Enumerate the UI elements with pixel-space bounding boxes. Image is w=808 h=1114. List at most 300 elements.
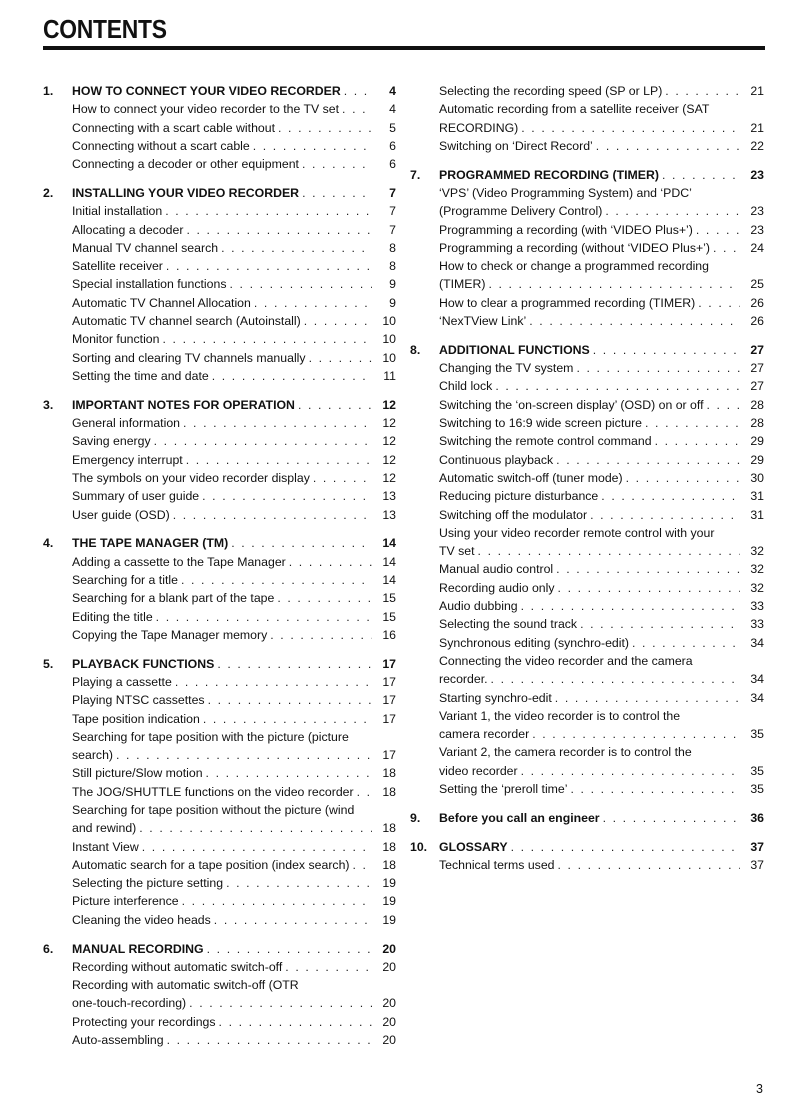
toc-entry-line[interactable]: [410, 487, 764, 505]
toc-section: [410, 838, 764, 875]
entry-label: Monitor function: [72, 332, 160, 347]
page-ref: 20: [382, 1033, 396, 1048]
dot-leader: [295, 396, 372, 414]
entry-label: Technical terms used: [439, 857, 555, 872]
entry-text: [72, 202, 372, 220]
entry-label: ‘NexTView Link’: [439, 314, 527, 329]
toc-entry-line[interactable]: [43, 119, 396, 137]
toc-entry-line[interactable]: [410, 762, 764, 780]
toc-entry-line[interactable]: [410, 432, 764, 450]
toc-entry-line[interactable]: [43, 764, 396, 782]
entry-text: [72, 487, 372, 505]
toc-entry-line: [410, 652, 764, 670]
page-ref: 17: [382, 693, 396, 708]
toc-entry-line[interactable]: [43, 626, 396, 644]
section-heading[interactable]: [410, 838, 764, 856]
toc-entry-line[interactable]: [43, 221, 396, 239]
entry-text: [72, 589, 372, 607]
section-title: GLOSSARY: [439, 839, 508, 854]
toc-entry-line[interactable]: [43, 608, 396, 626]
toc-entry-line[interactable]: [43, 349, 396, 367]
section-number: 10.: [410, 839, 428, 854]
section-heading[interactable]: [410, 809, 764, 827]
dot-leader: [555, 579, 740, 597]
entry-text: [72, 911, 372, 929]
page-ref: 17: [382, 748, 396, 763]
dot-leader: [286, 553, 372, 571]
toc-entry-line[interactable]: [43, 783, 396, 801]
page-ref: 26: [750, 295, 764, 310]
toc-entry-line[interactable]: [410, 856, 764, 874]
entry-label: Variant 1, the video recorder is to control the: [439, 708, 681, 723]
page-ref: 31: [750, 507, 764, 522]
toc-entry-line[interactable]: [43, 958, 396, 976]
entry-label: Selecting the sound track: [439, 617, 578, 632]
toc-entry-line[interactable]: [410, 414, 764, 432]
entry-text: [439, 725, 740, 743]
entry-text: [72, 1013, 372, 1031]
toc-entry-line[interactable]: [43, 838, 396, 856]
entry-label: Sorting and clearing TV channels manually: [72, 350, 306, 365]
section-number: 8.: [410, 342, 421, 357]
dot-leader: [488, 670, 740, 688]
toc-entry-line[interactable]: [410, 579, 764, 597]
entry-text: [439, 579, 740, 597]
dot-leader: [301, 312, 372, 330]
page-ref: 17: [382, 674, 396, 689]
toc-entry-line[interactable]: [43, 553, 396, 571]
section-heading[interactable]: [43, 655, 396, 673]
dot-leader: [587, 506, 740, 524]
entry-label: (Programme Delivery Control): [439, 204, 603, 219]
entry-label: Continuous playback: [439, 452, 554, 467]
dot-leader: [695, 294, 740, 312]
entry-label: Child lock: [439, 379, 493, 394]
section-heading[interactable]: [43, 534, 396, 552]
entry-text: [439, 743, 740, 761]
entry-text: [72, 892, 372, 910]
entry-text: [439, 838, 740, 856]
toc-entry-line: [410, 257, 764, 275]
page-ref: 6: [389, 138, 396, 153]
entry-label: Satellite receiver: [72, 259, 163, 274]
entry-label: Selecting the recording speed (SP or LP): [439, 84, 663, 98]
page-ref: 5: [389, 120, 396, 135]
toc-entry-line[interactable]: [43, 275, 396, 293]
entry-label: Emergency interrupt: [72, 452, 183, 467]
page-ref: 4: [389, 102, 396, 117]
toc-entry-line[interactable]: [43, 257, 396, 275]
page-ref: 17: [382, 711, 396, 726]
page-ref: 12: [382, 470, 396, 485]
entry-text: [72, 801, 372, 819]
entry-label: Programming a recording (without ‘VIDEO Plus+’): [439, 240, 710, 255]
entry-text: [439, 257, 740, 275]
entry-label: Programming a recording (with ‘VIDEO Plus+’): [439, 222, 693, 237]
section-number: 5.: [43, 656, 54, 671]
dot-leader: [518, 597, 740, 615]
page-ref: 34: [750, 690, 764, 705]
entry-text: [72, 506, 372, 524]
page-ref: 10: [382, 314, 396, 329]
page-ref: 25: [750, 277, 764, 292]
toc-entry-line[interactable]: [410, 239, 764, 257]
toc-entry-line[interactable]: [43, 746, 396, 764]
page-ref: 12: [382, 416, 396, 431]
toc-entry-line[interactable]: [410, 615, 764, 633]
entry-text: [72, 221, 372, 239]
section-number: 1.: [43, 84, 54, 98]
page-ref: 27: [750, 342, 764, 357]
entry-label: Protecting your recordings: [72, 1014, 216, 1029]
section-heading[interactable]: [410, 166, 764, 184]
dot-leader: [216, 1013, 372, 1031]
dot-leader: [299, 184, 372, 202]
entry-text: [72, 155, 372, 173]
entry-text: [72, 940, 372, 958]
section-number: 6.: [43, 941, 54, 956]
page-number: 3: [756, 1082, 763, 1096]
dot-leader: [113, 746, 372, 764]
toc-section: [410, 809, 764, 827]
toc-entry-line[interactable]: [43, 312, 396, 330]
toc-entry-line[interactable]: [43, 100, 396, 118]
entry-label: Picture interference: [72, 894, 179, 909]
entry-text: [72, 958, 372, 976]
entry-label: How to clear a programmed recording (TIMER): [439, 295, 696, 310]
page-ref: 33: [750, 599, 764, 614]
toc-entry-line: [410, 707, 764, 725]
page-ref: 20: [382, 1014, 396, 1029]
dot-leader: [662, 82, 740, 100]
toc-entry-line[interactable]: [410, 542, 764, 560]
toc-entry-line[interactable]: [43, 892, 396, 910]
toc-entry-line[interactable]: [43, 856, 396, 874]
toc-entry-line[interactable]: [43, 911, 396, 929]
toc-entry-line[interactable]: [43, 874, 396, 892]
page-ref: 34: [750, 672, 764, 687]
page-ref: 8: [389, 259, 396, 274]
entry-label: Variant 2, the camera recorder is to control the: [439, 745, 692, 760]
page-ref: 23: [750, 167, 764, 182]
page-ref: 15: [382, 591, 396, 606]
section-number: 7.: [410, 167, 421, 182]
entry-label: (TIMER): [439, 277, 486, 292]
toc-entry-line[interactable]: [43, 451, 396, 469]
toc-entry-line[interactable]: [43, 1031, 396, 1049]
toc-entry-line[interactable]: [43, 819, 396, 837]
entry-label: Connecting without a scart cable: [72, 138, 250, 153]
entry-label: Synchronous editing (synchro-edit): [439, 635, 630, 650]
entry-text: [439, 82, 740, 100]
entry-text: [439, 137, 740, 155]
page-ref: 30: [750, 470, 764, 485]
toc-entry-line[interactable]: [43, 710, 396, 728]
page-ref: 13: [382, 507, 396, 522]
entry-text: [72, 764, 372, 782]
toc-entry-line[interactable]: [410, 560, 764, 578]
entry-label: Reducing picture disturbance: [439, 489, 599, 504]
page-ref: 18: [382, 784, 396, 799]
page-ref: 7: [389, 222, 396, 237]
dot-leader: [552, 689, 740, 707]
entry-text: [72, 239, 372, 257]
toc-entry-line[interactable]: [43, 571, 396, 589]
page-ref: 20: [382, 941, 396, 956]
entry-text: [439, 414, 740, 432]
toc-entry-line[interactable]: [410, 689, 764, 707]
entry-label: Audio dubbing: [439, 599, 518, 614]
page-ref: 12: [382, 397, 396, 412]
page-ref: 35: [750, 763, 764, 778]
entry-label: Saving energy: [72, 434, 151, 449]
dot-leader: [139, 838, 372, 856]
toc-entry-line[interactable]: [43, 994, 396, 1012]
entry-text: [439, 780, 740, 798]
toc-entry-line[interactable]: [410, 202, 764, 220]
entry-label: Still picture/Slow motion: [72, 766, 203, 781]
dot-leader: [529, 725, 740, 743]
toc-entry-line[interactable]: [43, 330, 396, 348]
page-title: CONTENTS: [43, 14, 167, 44]
section-heading[interactable]: [410, 341, 764, 359]
dot-leader: [485, 275, 740, 293]
page-ref: 19: [382, 876, 396, 891]
entry-text: [439, 166, 740, 184]
entry-text: [72, 691, 372, 709]
entry-label: Playing NTSC cassettes: [72, 693, 205, 708]
dot-leader: [163, 257, 372, 275]
toc-entry-line[interactable]: [410, 634, 764, 652]
page-ref: 10: [382, 350, 396, 365]
toc-entry-line[interactable]: [43, 414, 396, 432]
entry-label: Recording with automatic switch-off (OTR: [72, 978, 299, 993]
entry-text: [72, 330, 372, 348]
section-heading[interactable]: [43, 184, 396, 202]
page-ref: 26: [750, 314, 764, 329]
page-ref: 19: [382, 912, 396, 927]
toc-entry-line[interactable]: [410, 780, 764, 798]
entry-text: [72, 553, 372, 571]
dot-leader: [555, 856, 740, 874]
toc-entry-line[interactable]: [410, 670, 764, 688]
toc-entry-line[interactable]: [43, 673, 396, 691]
dot-leader: [199, 487, 372, 505]
page-ref: 27: [750, 361, 764, 376]
page-ref: 6: [389, 157, 396, 172]
entry-text: [72, 294, 372, 312]
toc-section: [43, 184, 396, 385]
dot-leader: [136, 819, 372, 837]
toc-entry-line[interactable]: [410, 137, 764, 155]
toc-entry-line[interactable]: [410, 597, 764, 615]
entry-text: [72, 655, 372, 673]
entry-label: Switching to 16:9 wide screen picture: [439, 416, 643, 431]
section-title: PROGRAMMED RECORDING (TIMER): [439, 167, 659, 182]
entry-text: [439, 100, 740, 118]
page-ref: 18: [382, 839, 396, 854]
entry-text: [72, 451, 372, 469]
toc-entry-line[interactable]: [43, 487, 396, 505]
section-heading[interactable]: [43, 396, 396, 414]
toc-entry-line[interactable]: [43, 137, 396, 155]
entry-text: [72, 257, 372, 275]
page-ref: 36: [750, 810, 764, 825]
toc-entry-line[interactable]: [410, 377, 764, 395]
entry-label: Switching the ‘on-screen display’ (OSD) on or off: [439, 397, 704, 412]
dot-leader: [602, 202, 740, 220]
section-heading[interactable]: [43, 940, 396, 958]
toc-entry-line[interactable]: [410, 82, 764, 100]
dot-leader: [339, 100, 372, 118]
dot-leader: [299, 155, 372, 173]
entry-text: [72, 312, 372, 330]
toc-entry-line[interactable]: [410, 312, 764, 330]
dot-leader: [341, 82, 372, 100]
page-ref: 22: [750, 138, 764, 153]
entry-text: [72, 367, 372, 385]
entry-label: Cleaning the video heads: [72, 912, 211, 927]
section-number: 9.: [410, 810, 421, 825]
toc-entry-line[interactable]: [410, 469, 764, 487]
entry-text: [439, 560, 740, 578]
page-ref: 14: [382, 554, 396, 569]
entry-text: [72, 82, 372, 100]
entry-text: [439, 312, 740, 330]
toc-entry-line[interactable]: [43, 155, 396, 173]
entry-label: General information: [72, 416, 180, 431]
toc-entry-line[interactable]: [410, 725, 764, 743]
entry-text: [439, 689, 740, 707]
dot-leader: [209, 367, 372, 385]
toc-entry-line[interactable]: [410, 294, 764, 312]
dot-leader: [160, 330, 373, 348]
page-ref: 27: [750, 379, 764, 394]
dot-leader: [568, 780, 741, 798]
entry-label: Automatic switch-off (tuner mode): [439, 470, 623, 485]
dot-leader: [203, 764, 372, 782]
page-ref: 18: [382, 857, 396, 872]
toc-entry-line[interactable]: [410, 221, 764, 239]
page-ref: 12: [382, 452, 396, 467]
entry-text: [439, 432, 740, 450]
toc-section: [43, 655, 396, 929]
entry-text: [72, 710, 372, 728]
page-ref: 35: [750, 727, 764, 742]
toc-entry-line[interactable]: [410, 396, 764, 414]
toc-entry-line[interactable]: [43, 432, 396, 450]
toc-entry-line[interactable]: [43, 1013, 396, 1031]
entry-text: [439, 524, 740, 542]
toc-section: [410, 82, 764, 155]
entry-label: The JOG/SHUTTLE functions on the video recorder: [72, 784, 354, 799]
entry-label: Setting the ‘preroll time’: [439, 781, 568, 796]
page-ref: 37: [750, 839, 764, 854]
page-ref: 4: [389, 84, 396, 98]
entry-label: camera recorder: [439, 727, 530, 742]
section-title: HOW TO CONNECT YOUR VIDEO RECORDER: [72, 84, 341, 98]
toc-entry-line[interactable]: [410, 359, 764, 377]
dot-leader: [183, 451, 372, 469]
toc-entry-line[interactable]: [43, 367, 396, 385]
toc-section: [43, 534, 396, 644]
toc-section: [43, 82, 396, 173]
toc-entry-line[interactable]: [410, 119, 764, 137]
entry-text: [439, 275, 740, 293]
section-title: ADDITIONAL FUNCTIONS: [439, 342, 590, 357]
entry-label: Searching for a title: [72, 572, 178, 587]
section-heading[interactable]: [43, 82, 396, 100]
entry-label: Instant View: [72, 839, 139, 854]
page-ref: 9: [389, 295, 396, 310]
page-ref: 31: [750, 489, 764, 504]
entry-text: [72, 819, 372, 837]
toc-entry-line[interactable]: [43, 202, 396, 220]
entry-label: Manual audio control: [439, 562, 554, 577]
dot-leader: [577, 615, 740, 633]
page-ref: 7: [389, 185, 396, 200]
dot-leader: [172, 673, 372, 691]
section-title: Before you call an engineer: [439, 810, 600, 825]
page-ref: 21: [750, 120, 764, 135]
toc-entry-line[interactable]: [410, 451, 764, 469]
entry-label: Auto-assembling: [72, 1033, 164, 1048]
contents-right-column: [410, 82, 764, 885]
entry-text: [439, 856, 740, 874]
toc-entry-line[interactable]: [43, 469, 396, 487]
dot-leader: [211, 911, 372, 929]
entry-text: [72, 396, 372, 414]
entry-text: [72, 673, 372, 691]
dot-leader: [180, 414, 372, 432]
entry-label: The symbols on your video recorder display: [72, 470, 310, 485]
page-ref: 34: [750, 635, 764, 650]
entry-text: [439, 221, 740, 239]
dot-leader: [282, 958, 372, 976]
toc-entry-line[interactable]: [43, 239, 396, 257]
entry-text: [72, 275, 372, 293]
dot-leader: [553, 560, 740, 578]
entry-label: recorder.: [439, 672, 488, 687]
toc-entry-line[interactable]: [43, 589, 396, 607]
toc-entry-line[interactable]: [410, 506, 764, 524]
entry-label: Selecting the picture setting: [72, 876, 224, 891]
page-ref: 23: [750, 204, 764, 219]
page-ref: 19: [382, 894, 396, 909]
toc-entry-line[interactable]: [43, 691, 396, 709]
entry-label: Special installation functions: [72, 277, 227, 292]
entry-text: [439, 634, 740, 652]
entry-label: Summary of user guide: [72, 489, 200, 504]
entry-label: Automatic TV channel search (Autoinstall): [72, 314, 301, 329]
toc-entry-line[interactable]: [410, 275, 764, 293]
entry-label: Switching on ‘Direct Record’: [439, 138, 593, 153]
entry-text: [72, 783, 372, 801]
dot-leader: [590, 341, 740, 359]
dot-leader: [693, 221, 740, 239]
page-ref: 24: [750, 240, 764, 255]
entry-text: [439, 615, 740, 633]
entry-label: Switching off the modulator: [439, 507, 588, 522]
entry-label: ‘VPS’ (Video Programming System) and ‘PDC’: [439, 185, 692, 200]
page-ref: 35: [750, 781, 764, 796]
entry-text: [439, 506, 740, 524]
entry-label: Manual TV channel search: [72, 240, 219, 255]
page-ref: 7: [389, 204, 396, 219]
toc-entry-line[interactable]: [43, 294, 396, 312]
dot-leader: [598, 487, 740, 505]
toc-entry-line[interactable]: [43, 506, 396, 524]
